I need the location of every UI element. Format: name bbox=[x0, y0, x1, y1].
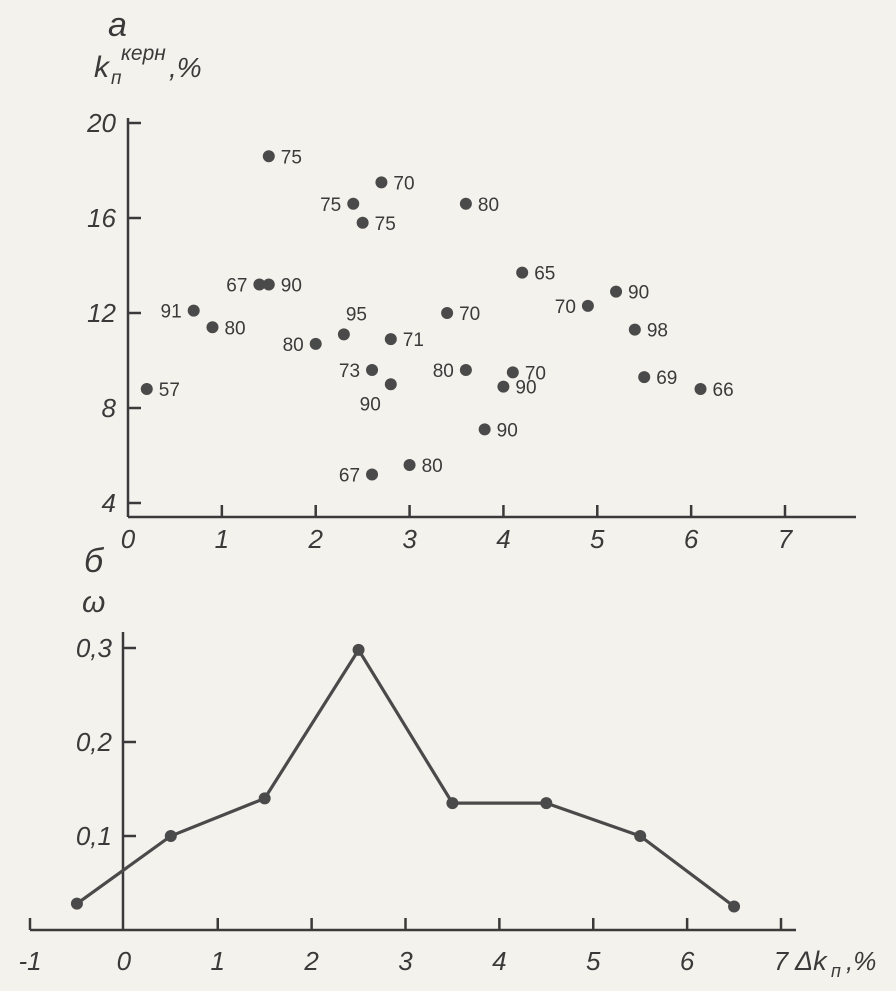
x-ticks bbox=[121, 505, 794, 554]
scatter-point bbox=[610, 286, 622, 298]
scatter-point bbox=[582, 300, 594, 312]
point-label: 95 bbox=[345, 304, 368, 326]
point-label: 75 bbox=[374, 213, 396, 235]
scatter-point bbox=[629, 324, 641, 336]
curve-point bbox=[634, 830, 646, 842]
y-ticks bbox=[86, 108, 141, 518]
point-label: 90 bbox=[628, 282, 650, 304]
point-label: 65 bbox=[534, 263, 556, 285]
scatter-point bbox=[460, 198, 472, 210]
scatter-point bbox=[188, 305, 200, 317]
scatter-panel bbox=[86, 6, 856, 554]
point-label: 73 bbox=[338, 361, 361, 382]
y-tick-label: 12 bbox=[87, 298, 116, 328]
point-label: 57 bbox=[158, 380, 180, 401]
scatter-point bbox=[441, 307, 453, 319]
y-axis-label-sub: п bbox=[111, 68, 122, 89]
scatter-point bbox=[366, 364, 378, 376]
scatter-point bbox=[479, 423, 491, 435]
x-tick-label: -1 bbox=[18, 946, 42, 976]
scatter-point bbox=[357, 217, 369, 229]
y-axis-label-unit: ,% bbox=[169, 52, 202, 83]
x-ticks bbox=[18, 918, 789, 976]
scatter-point bbox=[695, 383, 707, 395]
point-label: 70 bbox=[393, 173, 415, 195]
scatter-point bbox=[516, 267, 528, 279]
point-label: 66 bbox=[712, 380, 734, 401]
curve-point bbox=[446, 797, 458, 809]
y-tick-label: 8 bbox=[101, 393, 116, 423]
y-axis-label-main: k bbox=[94, 51, 109, 84]
x-tick-label: 0 bbox=[116, 946, 132, 976]
scatter-point bbox=[347, 198, 359, 210]
point-label: 80 bbox=[477, 194, 500, 216]
curve-point bbox=[353, 644, 365, 656]
scatter-point bbox=[375, 176, 387, 188]
curve-point bbox=[540, 797, 552, 809]
x-axis-label-unit: ,% bbox=[846, 946, 877, 976]
point-label: 75 bbox=[320, 194, 342, 216]
point-label: 80 bbox=[432, 361, 454, 382]
x-tick-label: 4 bbox=[496, 524, 511, 554]
scatter-points bbox=[141, 147, 734, 486]
x-tick-label: 7 bbox=[773, 946, 789, 976]
y-tick-label: 0,3 bbox=[75, 633, 112, 663]
x-tick-label: 1 bbox=[214, 524, 230, 554]
y-tick-label: 0,1 bbox=[75, 821, 112, 851]
y-axis-label-sup: керн bbox=[121, 42, 166, 65]
point-label: 70 bbox=[459, 304, 481, 325]
scatter-point bbox=[338, 328, 350, 340]
x-tick-label: 3 bbox=[402, 524, 417, 554]
line-panel bbox=[18, 542, 876, 981]
scatter-point bbox=[206, 321, 218, 333]
scatter-point bbox=[385, 333, 397, 345]
scatter-point bbox=[497, 381, 509, 393]
panel-label-b: б bbox=[84, 542, 104, 580]
x-tick-label: 3 bbox=[398, 946, 413, 976]
x-tick-label: 6 bbox=[683, 524, 699, 554]
point-label: 71 bbox=[402, 330, 424, 352]
x-tick-label: 6 bbox=[679, 946, 695, 976]
point-label: 90 bbox=[496, 420, 518, 442]
point-label: 75 bbox=[280, 147, 302, 169]
x-axis-label-sub: п bbox=[831, 961, 841, 981]
x-tick-label: 5 bbox=[586, 946, 601, 976]
scatter-point bbox=[638, 371, 650, 383]
curve-points bbox=[71, 644, 740, 913]
panel-label-a: а bbox=[108, 6, 127, 44]
point-label: 70 bbox=[524, 363, 546, 385]
scatter-point bbox=[366, 469, 378, 481]
x-tick-label: 5 bbox=[590, 524, 605, 554]
point-label: 67 bbox=[226, 275, 248, 297]
point-label: 69 bbox=[656, 368, 678, 390]
curve-point bbox=[728, 901, 740, 913]
point-label: 80 bbox=[282, 334, 304, 356]
point-label: 67 bbox=[338, 465, 361, 487]
y-axis-label-omega: ω bbox=[82, 586, 106, 619]
scatter-point bbox=[310, 338, 322, 350]
scatter-point bbox=[385, 378, 397, 390]
x-tick-label: 1 bbox=[210, 946, 225, 976]
scatter-point bbox=[263, 279, 275, 291]
scatter-point bbox=[460, 364, 472, 376]
x-tick-label: 2 bbox=[304, 946, 319, 976]
x-tick-label: 0 bbox=[120, 524, 136, 554]
x-tick-label: 7 bbox=[777, 524, 793, 554]
scatter-point bbox=[507, 366, 519, 378]
point-label: 80 bbox=[224, 318, 246, 340]
scatter-point bbox=[404, 459, 416, 471]
x-tick-label: 4 bbox=[492, 946, 507, 976]
point-label: 90 bbox=[515, 377, 537, 399]
point-label: 80 bbox=[421, 456, 443, 477]
y-ticks bbox=[76, 633, 136, 851]
point-label: 70 bbox=[554, 296, 576, 318]
y-tick-label: 4 bbox=[101, 488, 116, 518]
y-tick-label: 16 bbox=[87, 203, 116, 233]
x-axis-label-main: Δk bbox=[795, 946, 827, 976]
point-label: 90 bbox=[359, 394, 381, 416]
y-tick-label: 0,2 bbox=[75, 727, 112, 757]
frequency-curve bbox=[77, 650, 734, 907]
point-label: 90 bbox=[280, 275, 302, 297]
scatter-point bbox=[263, 150, 275, 162]
y-tick-label: 20 bbox=[87, 108, 116, 138]
x-tick-label: 2 bbox=[308, 524, 323, 554]
curve-point bbox=[71, 898, 83, 910]
curve-point bbox=[165, 830, 177, 842]
scatter-point bbox=[141, 383, 153, 395]
point-label: 98 bbox=[646, 320, 668, 342]
curve-point bbox=[259, 792, 271, 804]
point-label: 91 bbox=[160, 301, 182, 323]
